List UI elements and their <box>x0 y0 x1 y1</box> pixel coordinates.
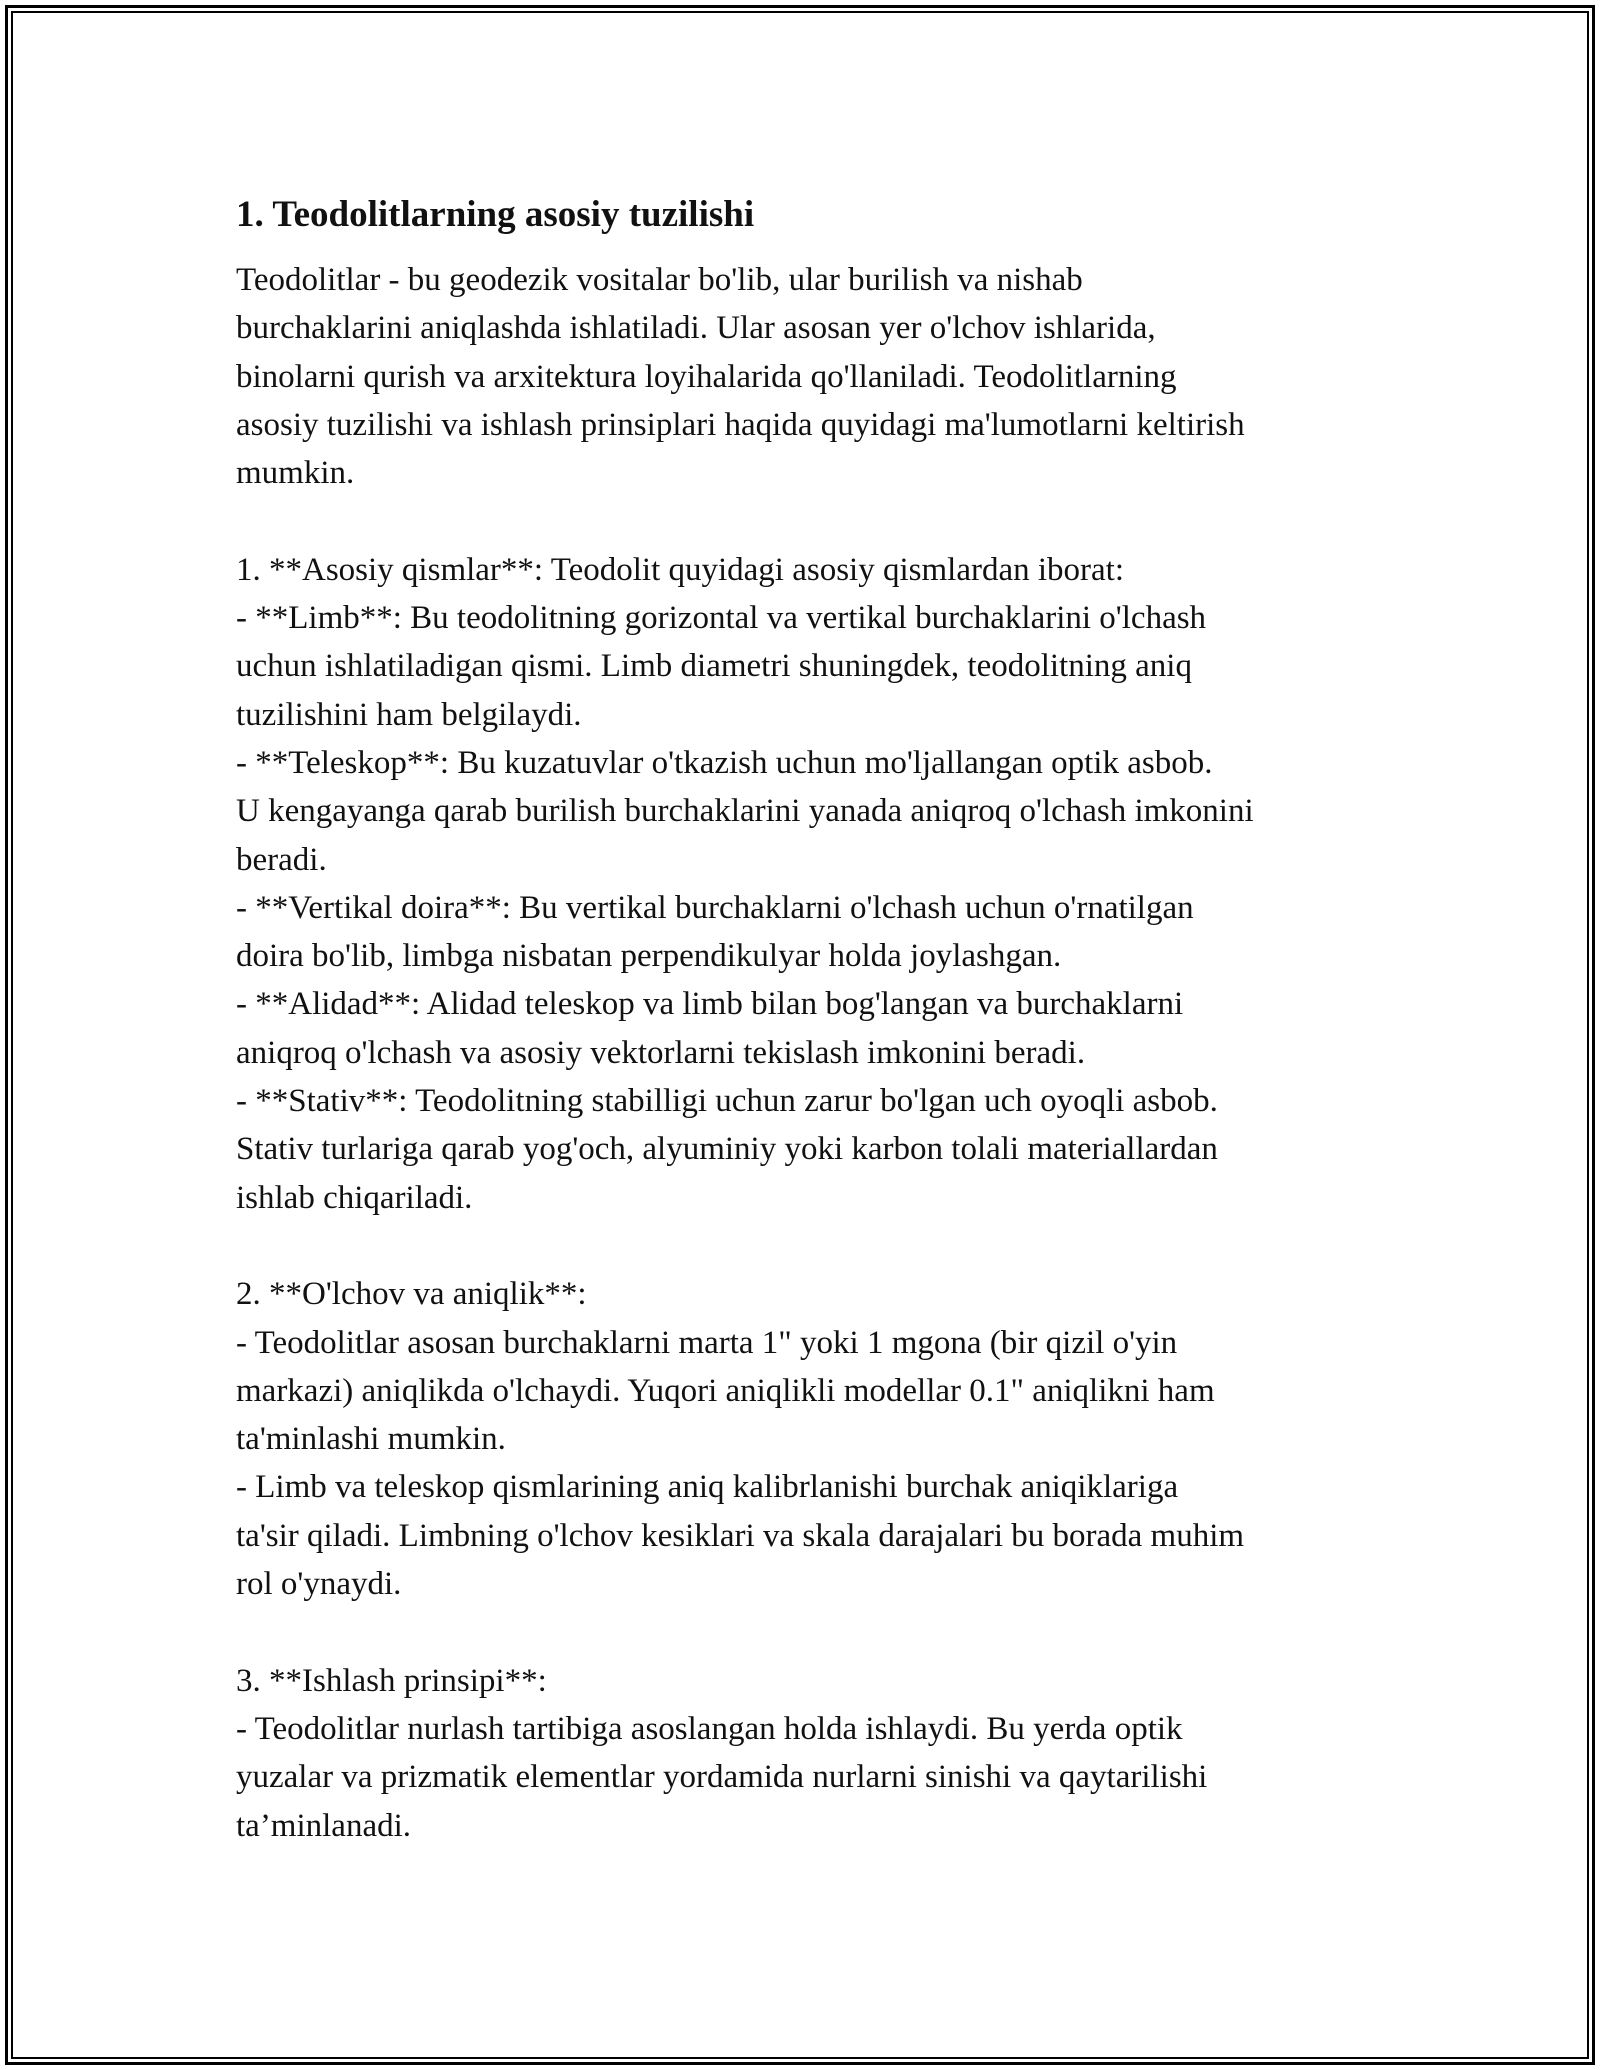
document-body <box>236 190 1386 1850</box>
paragraph-gap <box>236 497 1386 545</box>
section-olchov-va-aniqlik: 2. **O'lchov va aniqlik**: - Teodolitlar asosan burchaklarni marta 1" yoki 1 mgona (bir qizil o'yin markazi) aniqlikda o'lchaydi. Yuqori aniqlikli modellar 0.1" aniqlikni ham ta'minlashi mumkin. - Limb va teleskop qismlarining aniq kalibrlanishi burchak aniqiklariga ta'sir qiladi. Limbning o'lchov kesiklari va skala darajalari bu borada muhim rol o'ynaydi. <box>236 1276 1245 1603</box>
section-ishlash-prinsipi: 3. **Ishlash prinsipi**: - Teodolitlar nurlash tartibiga asoslangan holda ishlaydi. Bu yerda optik yuzalar va prizmatik elementlar yordamida nurlarni sinishi va qaytarilishi ta’minlanadi. <box>236 1662 1208 1844</box>
paragraph-gap <box>236 1222 1386 1270</box>
section-asosiy-qismlar: 1. **Asosiy qismlar**: Teodolit quyidagi asosiy qismlardan iborat: - **Limb**: Bu teodolitning gorizontal va vertikal burchaklarini o'lchash uchun ishlatiladigan qismi. Limb diametri shuningdek, teodolitning aniq tuzilishini ham belgilaydi. - **Teleskop**: Bu kuzatuvlar o'tkazish uchun mo'ljallangan optik asbob. U kengayanga qarab burilish burchaklarini yanada aniqroq o'lchash imkonini beradi. - **Vertikal doira**: Bu vertikal burchaklarni o'lchash uchun o'rnatilgan doira bo'lib, limbga nisbatan perpendikulyar holda joylashgan. - **Alidad**: Alidad teleskop va limb bilan bog'langan va burchaklarni aniqroq o'lchash va asosiy vektorlarni tekislash imkonini beradi. - **Stativ**: Teodolitning stabilligi uchun zarur bo'lgan uch oyoqli asbob. Stativ turlariga qarab yog'och, alyuminiy yoki karbon tolali materiallardan ishlab chiqariladi. <box>236 551 1254 1216</box>
document-title: 1. Teodolitlarning asosiy tuzilishi <box>236 194 755 235</box>
paragraph-gap <box>236 1608 1386 1656</box>
intro-paragraph: Teodolitlar - bu geodezik vositalar bo'lib, ular burilish va nishab burchaklarini aniqlashda ishlatiladi. Ular asosan yer o'lchov ishlarida, binolarni qurish va arxitektura loyihalarida qo'llaniladi. Teodolitlarning asosiy tuzilishi va ishlash prinsiplari haqida quyidagi ma'lumotlarni keltirish mumkin. <box>236 262 1245 492</box>
